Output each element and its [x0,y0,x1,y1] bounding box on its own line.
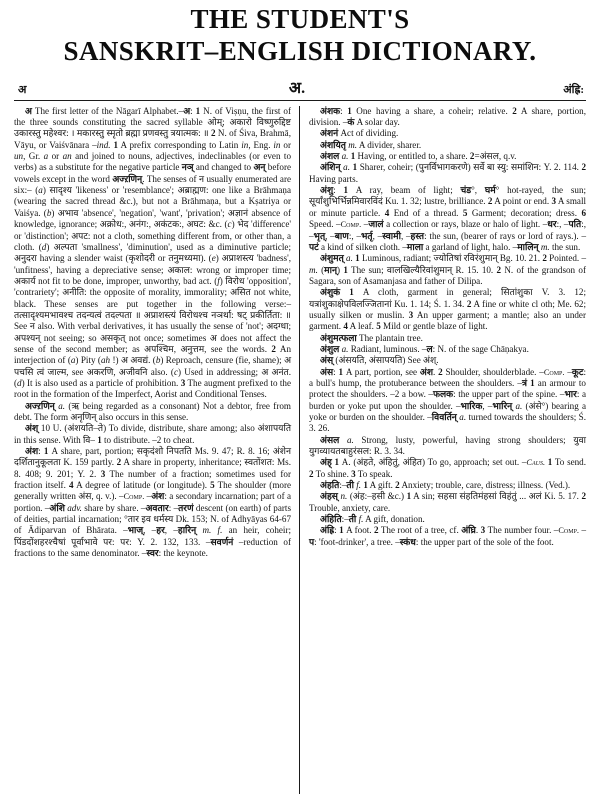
entry-ajrnin: अज्ऱणिन् a. (ऋ being regarded as a consonant) Not a debtor, free from debt. The form अनृणिन् also occurs in this sense. [14,400,291,422]
column-right [308,106,586,794]
entry-amshaka: अंशक: 1 One having a share, a coheir; relative. 2 A share, portion, division. –कं A solar day. [309,105,587,128]
entry-amshala: अंशल a. 1 Having, or entitled to, a share. 2=अंसल, q.v. [320,151,517,162]
body-columns [14,106,586,794]
entry-amhas: अंहस् n. (अंह:–हसी &c.) 1 A sin; सहसा संहतिमंहसां विहंतुं ... अलं Ki. 5. 17. 2 Trouble, anxiety, care. [309,491,587,513]
entry-amshukam: अंशुकं 1 A cloth, garment in general; सितांशुका V. 3. 12; यत्रांशुकाक्षेपविलज्जितानां Ku. 1. 14; Ś. 1. 34. 2 A fine or white cl oth; Me. 62; usually silken or muslin. 3 An upper garment; a mantle; also an under garment. 4 A leaf. 5 Mild or gentle blaze of light. [309,287,586,332]
entry-amhati: अंहति:–ती f. 1 A gift. 2 Anxiety; trouble, care, distress; illness. (Ved.). [320,480,571,491]
entry-amhiti: अंहिति:–ती f. A gift, donation. [320,514,425,525]
entry-amsha: अंश: 1 A share, part, portion; सकृदंशो निपतति Ms. 9. 47; R. 8. 16; अंशेन दर्शितानुकूलता K. 159 partly. 2 A share in property, inheritance; स्वतोंशत: Ms. 8. 408; 9. 201; Y. 2. 3 The number of a fraction; sometimes used for fraction itself. 4 A degree of latitude (or longitude). 5 The shoulder (more generally written अंस, q. v.). –Comp. –अंश: a secondary incarnation; part of a portion. –अंशि adv. share by share. –अवतार: –तरणं descent (on earth) of parts of deities, partial incarnation; °तार इव धर्मस्य Dk. 153; N. of Adhyāyas 64-67 of Ādiparvan of Bhārata. –भाज्, –हर, –हारिन् m. f. an heir, coheir; पिंडदोंशहरश्चैषां पूर्वाभावे पर: पर: Y. 2. 132, 133. –सवर्णनं –reduction of fractions to the same denominator. –स्वर: the keynote. [14,446,292,559]
entry-amshanam: अंशनं Act of dividing. [320,128,399,139]
entry-amshumat: अंशुमत् a. 1 Luminous, radiant; ज्योतिषां रविरंशुमान् Bg. 10. 21. 2 Pointed. –m. (मान्) 1 The sun; वालखिल्यैरिवांशुमान् R. 15. 10. 2 N. of the grandson of Sagara, son of Asamanjasa and father of Dilipa. [309,253,587,286]
title-line-1: THE STUDENT'S [190,4,410,34]
title-line-2: SANSKRIT–ENGLISH DICTIONARY. [63,35,537,66]
entry-amsh-verb: अंश् 10 U. (अंशयति–ते) To divide, distribute, share among; also अंशापयति in this sense. With वि– 1 to distribute. –2 to cheat. [14,423,291,445]
entry-amshin: अंशिन् a. 1 Sharer, coheir; (पुनर्विभागकरणे) सर्वे बा स्यु: समांशिन: Y. 2. 114. 2 Having parts. [309,162,587,184]
running-head-left: अ [18,83,27,96]
entry-amshu: अंशु: 1 A ray, beam of light; चंड°, घर्म° hot-rayed, the sun; सूर्यांशुभिर्भिन्नमिवारविंदं Ku. 1. 32; lustre, brilliance. 2 A point or end. 3 A small or minute particle. 4 End of a thread. 5 Garment; decoration; dress. 6 Speed. –Comp. –जालं a collection or rays, blaze or halo of light. –धर:, –पति:, –भृत्, –बाण:, –भर्तृ, –स्वामी, –हस्त: the sun, (bearer of rays or lord of rays.). –पटं a kind of silken cloth. –माला a garland of light, halo. –मालिन् m. the sun. [309,185,587,252]
running-head-right: अंह्रि: [563,83,584,96]
page-title [14,0,586,68]
column-divider [299,106,300,794]
entry-a: अ The first letter of the Nāgarī Alphabet.–अ: 1 N. of Viṣṇu, the first of the three sounds constituting the sacred syllable ओम्; अकारो विष्णुरुद्दिष्ट उकारस्तु महेश्वर: । मकारस्तु स्मृतो ब्रह्मा प्रणवस्तु त्रयात्मक: ॥ 2 N. of Śiva, Brahmā, Vāyu, or Vaiśvānara –ind. 1 A prefix corresponding to Latin in, Eng. in or un, Gr. a or an and joined to nouns, adjectives, indeclinables (or even to verbs) as a substitute for the negative particle नञ् and changed to अन् before vowels except in the word अज्ऱणिन्. The senses of न usually enumerated are six:– (a) सादृश्य 'likeness' or 'resemblance'; अब्राह्मण: one like a Brāhmaṇa (wearing the sacred thread &c.), but not a Brāhmaṇa, but a Kṣatriya or Vaiśya. (b) अभाव 'absence', 'negation', 'want', 'privation'; अज्ञानं absence of knowledge, ignorance; अक्रोध:, अनंग:, अकंटक:, अघट: &c. (c) भेद 'difference' or 'distinction'; अपट: not a cloth, something different from, or other than, a cloth. (d) अल्पता 'smallness', 'diminution', used as a diminutive particle; अनुदरा having a slender waist (कृशोदरी or तनुमध्यमा). (e) अप्राशस्त्य 'badness', 'unfitness', having a depreciative sense; अकाल: wrong or improper time; अकार्य not fit to be done, improper, unworthy, bad act. (f) विरोध 'opposition', 'contrariety'; अनीति: the opposite of morality, immorality; असित not white, black. These senses are put together in the following verse:– तत्सादृश्यमभावश्च तदन्यत्वं तदल्पता ॥ अप्राशस्त्यं विरोधश्च नञर्था: षट् प्रकीर्तिता: ॥ See न also. With verbal derivatives, it has usually the sense of 'not'; अदग्धा; अपश्यन् not seeing; so असकृत् not once; sometimes अ does not affect the sense of the second member; as अपश्चिम, अनुत्तम, see the words. 2 An interjection of (a) Pity (ah !) अ अवद्यं. (b) Reproach, censure (fie, shame); अ पचसि त्वं जाल्म, see अकरणि, अजीवनि also. (c) Used in addressing; अ अनंत. (d) It is also used as a particle of prohibition. 3 The augment prefixed to the root in the formation of the Imperfect, Aorist and Conditional Tenses. [14,105,292,400]
entry-amhri: अंह्रि: 1 A foot. 2 The root of a tree, cf. अंघ्रि. 3 The number four. –Comp. –प: 'foot-drinker', a tree. –स्कंध: the upper part of the sole of the foot. [309,525,587,547]
entry-amshula: अंशुल a. Radiant, luminous. –ल: N. of the sage Chāṇakya. [320,343,529,354]
running-head-center: अ. [288,79,306,97]
entry-amsa: अंस: 1 A part, portion, see अंश. 2 Shoulder, shoulderblade. –Comp. –कूट: a bull's hump, the protuberance between the shoulders. –त्रं 1 an armour to protect the shoulders. –2 a bow. –फलक: the upper part of the spine. –भार: a burden or yoke put upon the shoulder. –भारिक, –भारिन् a. (अंसे°) bearing a yoke or burden on the shoulder. –विवर्तिन् a. turned towards the shoulders; Ś. 3. 26. [309,366,586,434]
column-left [14,106,299,794]
running-heads [14,77,586,97]
header-rule [14,100,586,101]
entry-amh-verb: अंह् 1 A. (अंहते, अंहितुं, अंहित) To go, approach; set out. –Caus. 1 To send. 2 To shine. 3 To speak. [309,457,587,479]
entry-amshayitr: अंशयितृ m. A divider, sharer. [320,139,422,150]
entry-amsala: अंसल a. Strong, lusty, powerful, having strong shoulders; युवा युगव्यायतबाहुरंसल: R. 3. 34. [309,434,586,457]
entry-ams-verb: अंस् (अंसयति, अंसापयति) See अंश्. [320,355,439,366]
entry-amshumatphala: अंशुमत्फला The plantain tree. [320,332,423,343]
